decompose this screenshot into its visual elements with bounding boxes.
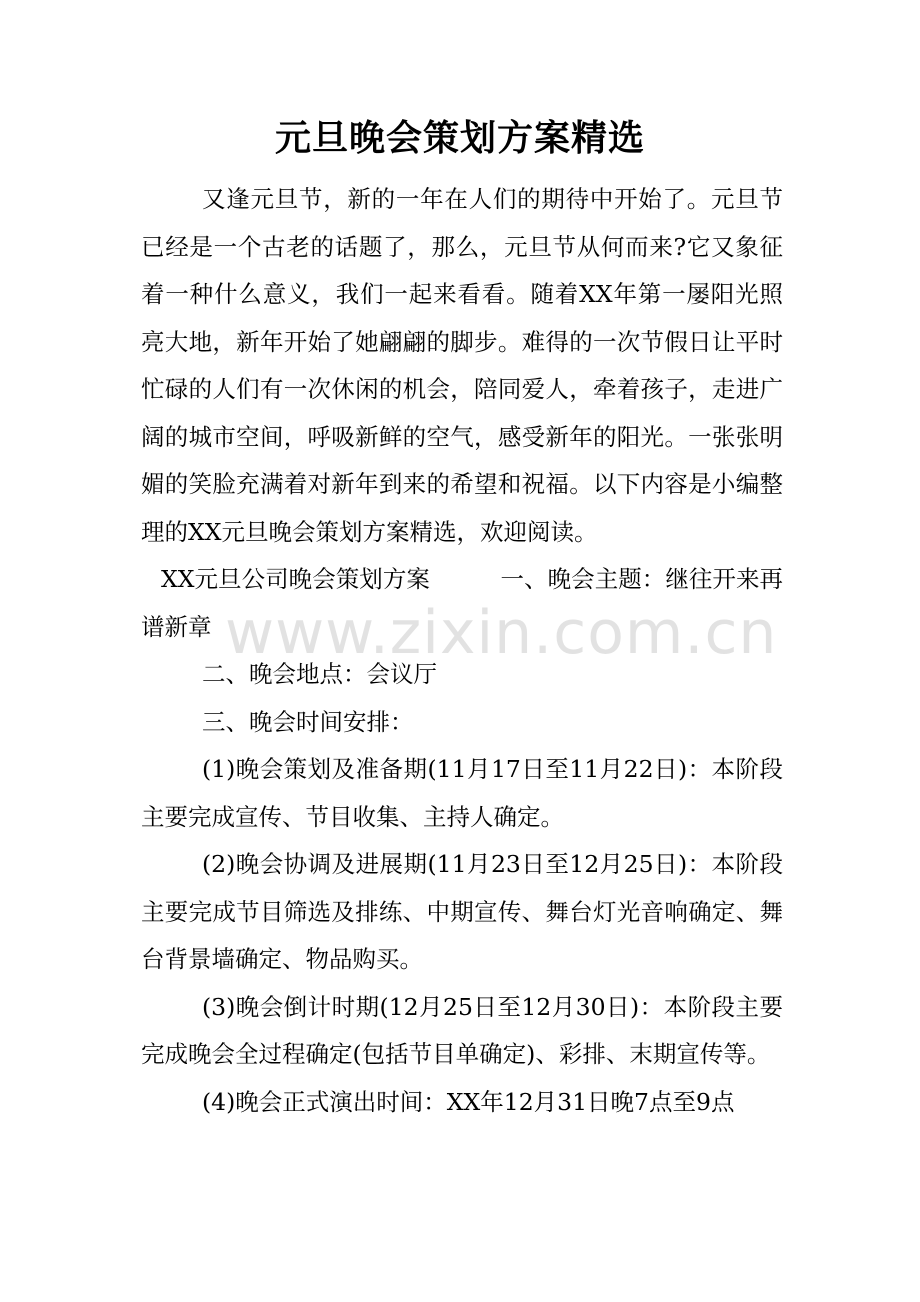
watermark: www.zixin.com.cn: [225, 598, 778, 668]
document-body: [141, 176, 783, 1126]
plan-heading-paragraph: XX元旦公司晚会策划方案 一、晚会主题：继往开来再谱新章: [141, 565, 783, 641]
schedule-item-4: (4)晚会正式演出时间：XX年12月31日晚7点至9点: [202, 1087, 735, 1116]
document-title: 元旦晚会策划方案精选: [274, 117, 645, 159]
intro-paragraph: 又逢元旦节，新的一年在人们的期待中开始了。元旦节已经是一个古老的话题了，那么，元旦节从何而来?它又象征着一种什么意义，我们一起来看看。随着XX年第一屡阳光照亮大地，新年开始了她翩翩的脚步。难得的一次节假日让平时忙碌的人们有一次休闲的机会，陪同爱人，牵着孩子，走进广阔的城市空间，呼吸新鲜的空气，感受新年的阳光。一张张明媚的笑脸充满着对新年到来的希望和祝福。以下内容是小编整理的XX元旦晚会策划方案精选，欢迎阅读。: [141, 185, 783, 546]
schedule-item-1: (1)晚会策划及准备期(11月17日至11月22日)：本阶段主要完成宣传、节目收集、主持人确定。: [141, 755, 783, 831]
schedule-heading-paragraph: 三、晚会时间安排：: [202, 707, 414, 736]
schedule-item-3: (3)晚会倒计时期(12月25日至12月30日)：本阶段主要完成晚会全过程确定(包括节目单确定)、彩排、末期宣传等。: [141, 992, 783, 1068]
venue-paragraph: 二、晚会地点：会议厅: [202, 660, 437, 688]
schedule-item-2: (2)晚会协调及进展期(11月23日至12月25日)：本阶段主要完成节目筛选及排练、中期宣传、舞台灯光音响确定、舞台背景墙确定、物品购买。: [141, 850, 783, 973]
